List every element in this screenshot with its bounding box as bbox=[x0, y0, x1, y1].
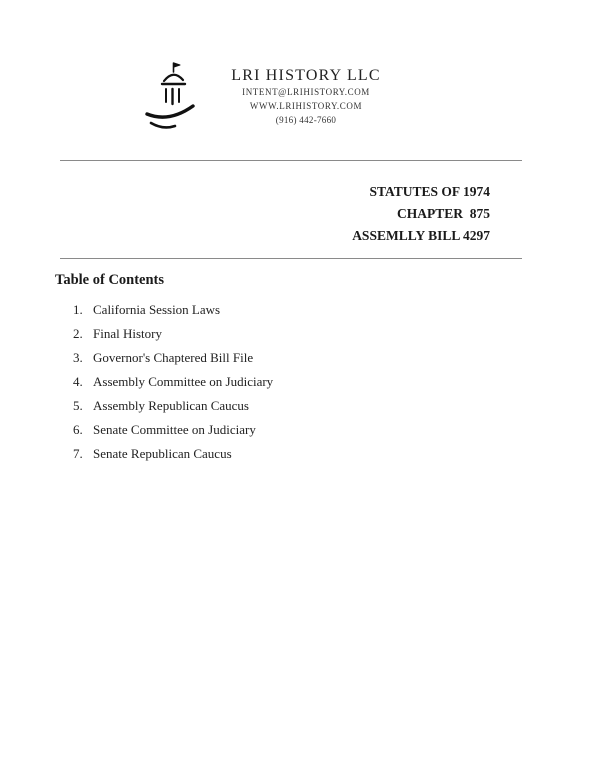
company-phone: (916) 442-7660 bbox=[275, 115, 337, 125]
toc-item: 5. Assembly Republican Caucus bbox=[86, 399, 273, 412]
capitol-sketch-icon bbox=[139, 60, 201, 134]
toc-item: 1. California Session Laws bbox=[86, 303, 273, 316]
toc-item: 4. Assembly Committee on Judiciary bbox=[86, 375, 273, 388]
company-website: WWW.LRIHISTORY.COM bbox=[249, 101, 363, 111]
toc-item: 6. Senate Committee on Judiciary bbox=[86, 423, 273, 436]
company-email: INTENT@LRIHISTORY.COM bbox=[242, 87, 370, 97]
divider-top bbox=[60, 160, 522, 161]
statute-line-bill: ASSEMLLY BILL 4297 bbox=[352, 228, 490, 243]
statute-line-chapter: CHAPTER 875 bbox=[396, 206, 490, 221]
toc-item: 3. Governor's Chaptered Bill File bbox=[86, 351, 273, 364]
statute-heading bbox=[60, 181, 490, 247]
toc-item: 2. Final History bbox=[86, 327, 273, 340]
company-name: LRI HISTORY LLC bbox=[231, 67, 381, 84]
divider-bottom bbox=[60, 258, 522, 259]
statute-line-year: STATUTES OF 1974 bbox=[369, 184, 490, 199]
toc-item: 7. Senate Republican Caucus bbox=[86, 447, 273, 460]
letterhead bbox=[0, 60, 560, 134]
toc-title: Table of Contents bbox=[55, 272, 165, 288]
company-block bbox=[231, 67, 381, 127]
toc-list bbox=[86, 303, 273, 471]
